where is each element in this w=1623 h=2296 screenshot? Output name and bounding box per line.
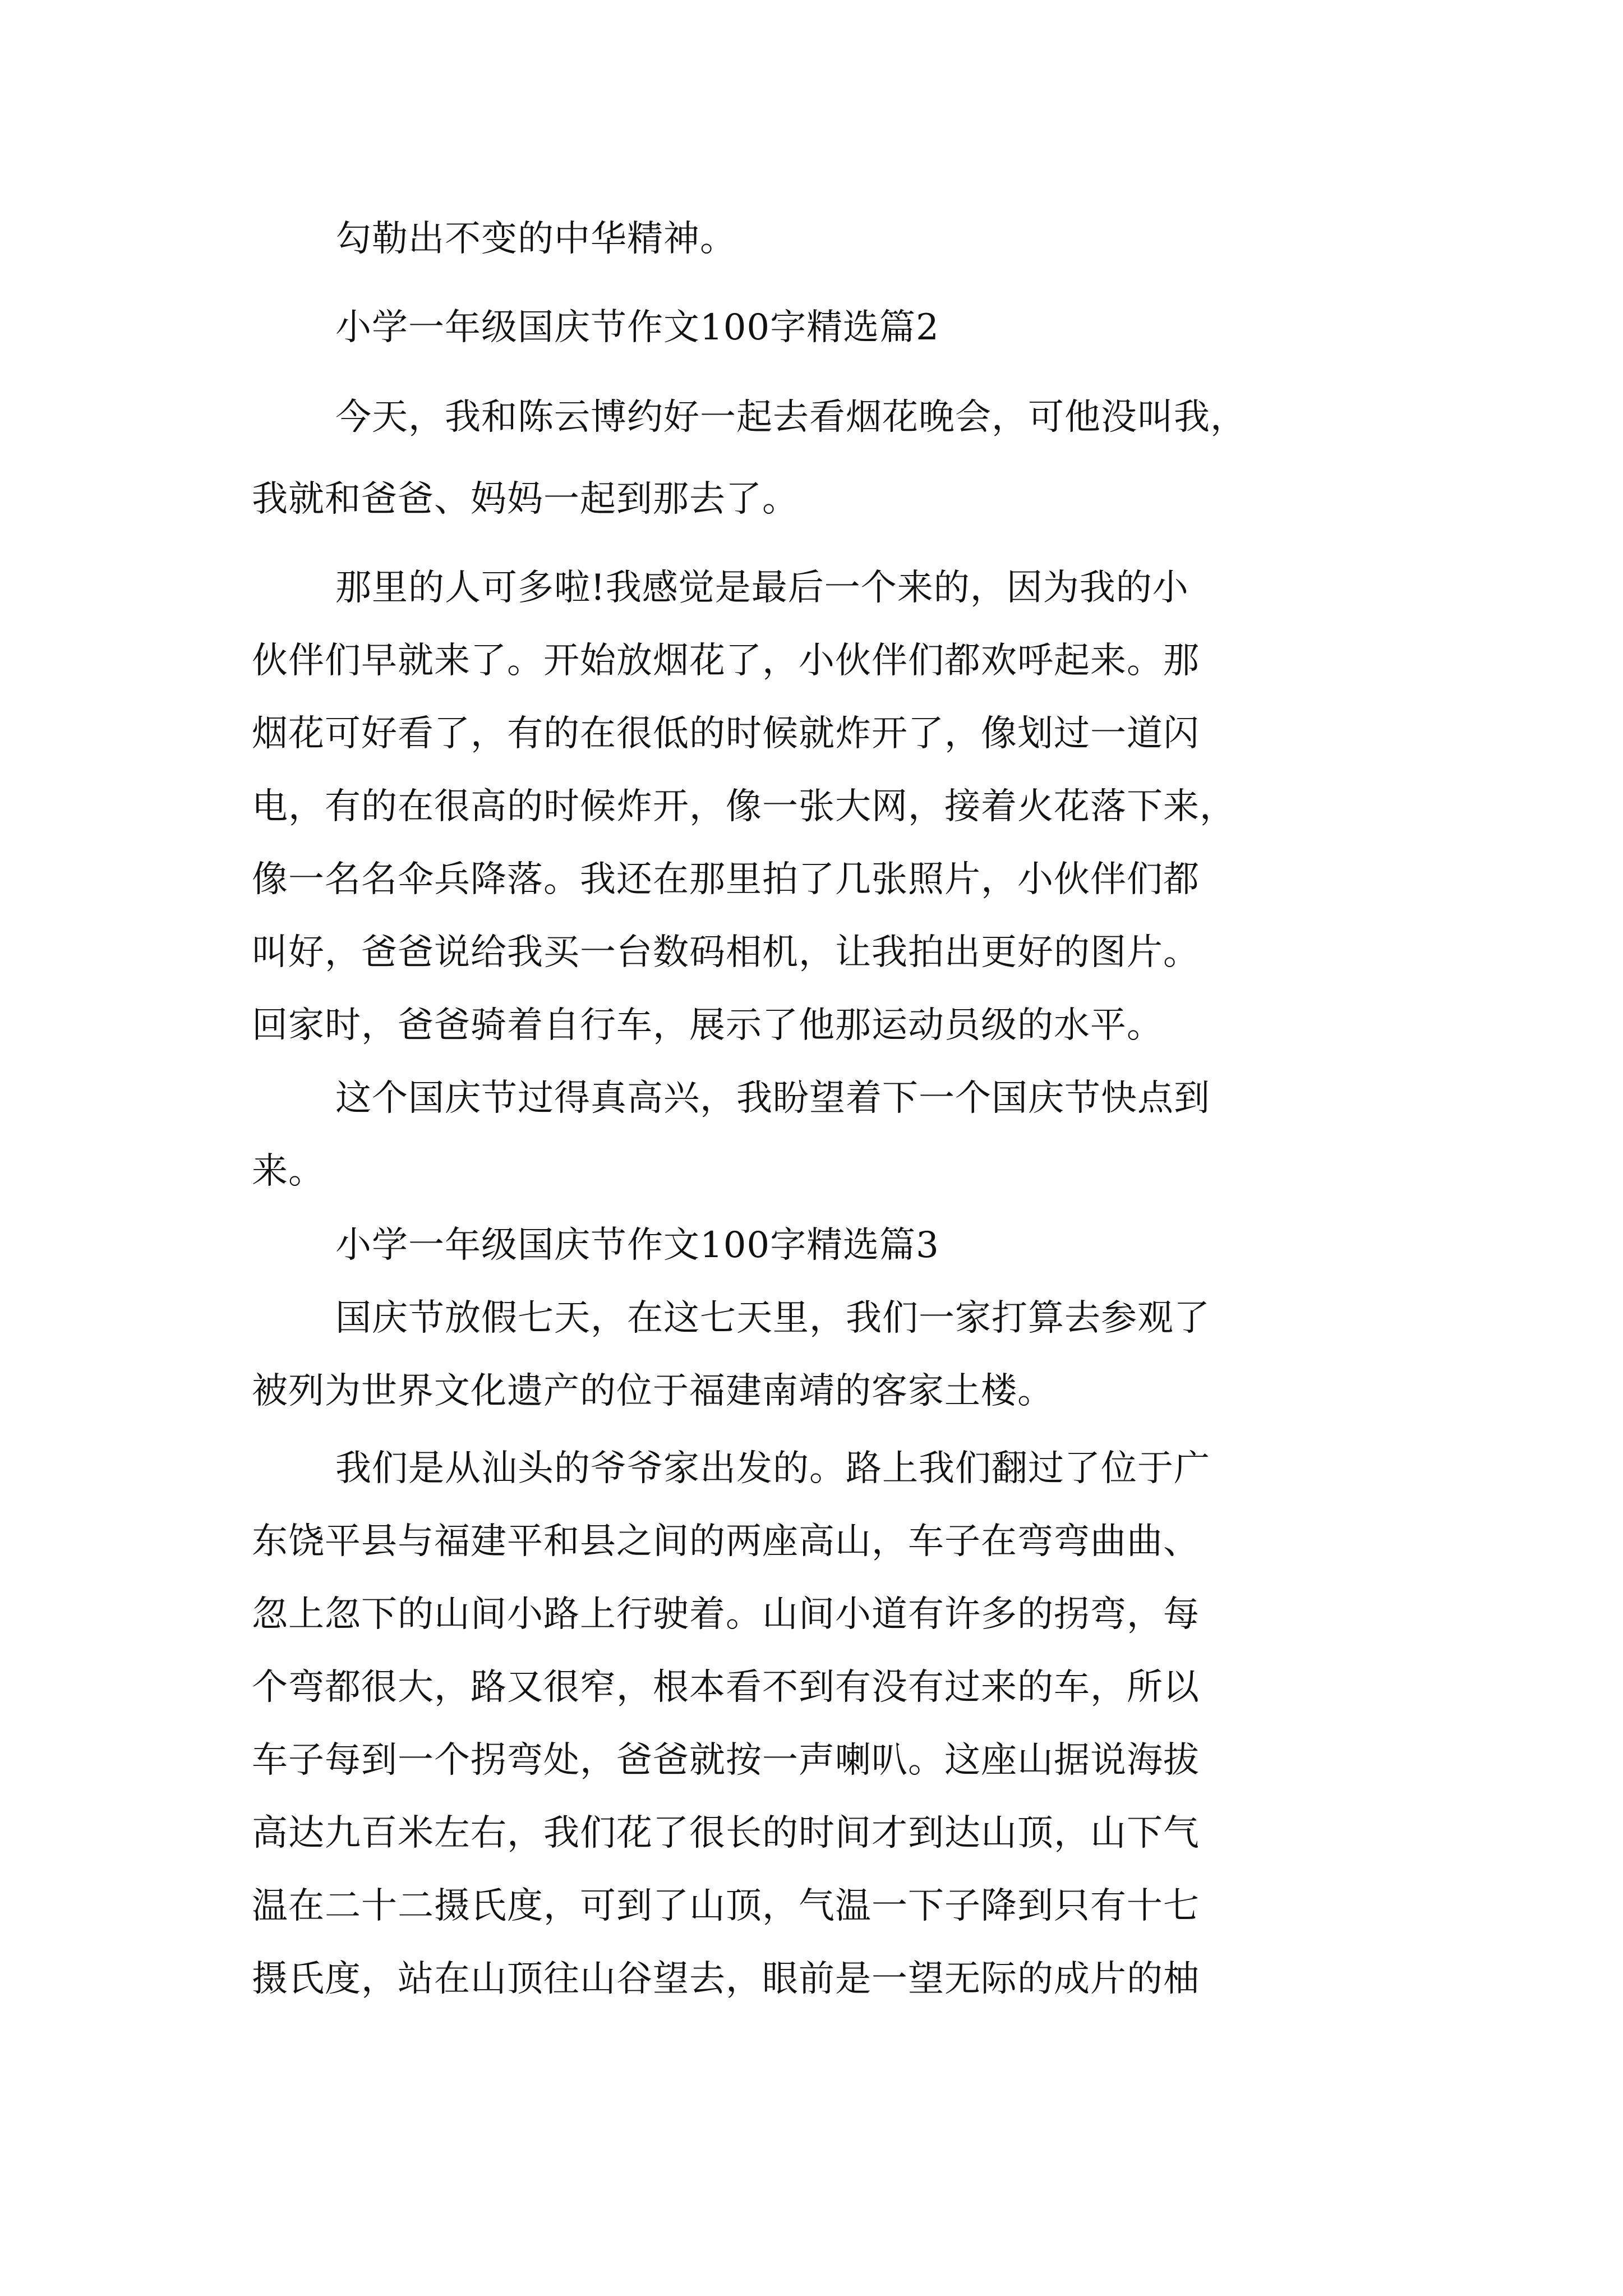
text-line: 被列为世界文化遗产的位于福建南靖的客家土楼。: [252, 1370, 1054, 1412]
text-line: 东饶平县与福建平和县之间的两座高山，车子在弯弯曲曲、: [252, 1521, 1200, 1562]
text-line: 电，有的在很高的时候炸开，像一张大网，接着火花落下来，: [252, 786, 1236, 827]
text-line: 我就和爸爸、妈妈一起到那去了。: [252, 478, 799, 520]
text-line: 忽上忽下的山间小路上行驶着。山间小道有许多的拐弯，每: [252, 1594, 1200, 1635]
text-line: 伙伴们早就来了。开始放烟花了，小伙伴们都欢呼起来。那: [252, 640, 1200, 682]
text-line: 我们是从汕头的爷爷家出发的。路上我们翻过了位于广: [335, 1448, 1210, 1489]
text-line: 车子每到一个拐弯处，爸爸就按一声喇叭。这座山据说海拔: [252, 1740, 1200, 1781]
text-line: 叫好，爸爸说给我买一台数码相机，让我拍出更好的图片。: [252, 932, 1200, 973]
text-line: 烟花可好看了，有的在很低的时候就炸开了，像划过一道闪: [252, 713, 1200, 754]
text-line: 国庆节放假七天，在这七天里，我们一家打算去参观了: [335, 1297, 1210, 1339]
text-line: 来。: [252, 1151, 325, 1192]
text-line: 高达九百米左右，我们花了很长的时间才到达山顶，山下气: [252, 1812, 1200, 1854]
text-line: 摄氏度，站在山顶往山谷望去，眼前是一望无际的成片的柚: [252, 1958, 1200, 2000]
section-heading: 小学一年级国庆节作文100字精选篇3: [335, 1225, 939, 1266]
text-line: 勾勒出不变的中华精神。: [335, 218, 736, 260]
text-line: 温在二十二摄氏度，可到了山顶，气温一下子降到只有十七: [252, 1885, 1200, 1927]
text-line: 个弯都很大，路又很窄，根本看不到有没有过来的车，所以: [252, 1667, 1200, 1708]
text-line: 回家时，爸爸骑着自行车，展示了他那运动员级的水平。: [252, 1005, 1163, 1046]
text-line: 今天，我和陈云博约好一起去看烟花晚会，可他没叫我，: [335, 397, 1247, 438]
text-line: 这个国庆节过得真高兴，我盼望着下一个国庆节快点到: [335, 1078, 1210, 1119]
section-heading: 小学一年级国庆节作文100字精选篇2: [335, 307, 939, 348]
text-line: 像一名名伞兵降落。我还在那里拍了几张照片，小伙伴们都: [252, 859, 1200, 900]
text-line: 那里的人可多啦!我感觉是最后一个来的，因为我的小: [335, 567, 1189, 609]
